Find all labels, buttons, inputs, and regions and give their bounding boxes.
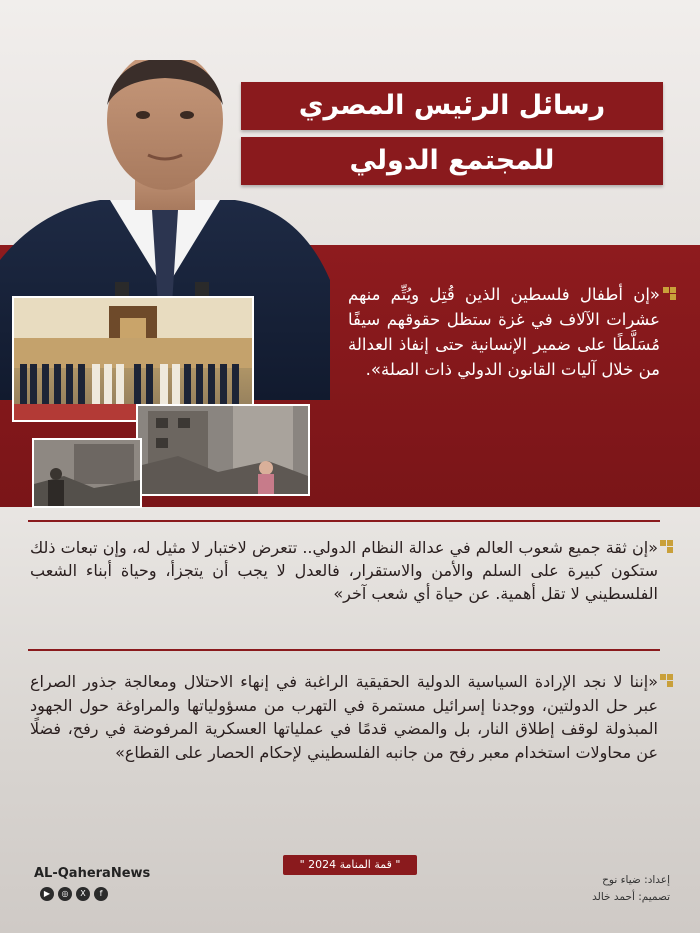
- prepared-by-credit: إعداد: ضياء نوح: [602, 874, 670, 886]
- brand-logo-text: AL-QaheraNews: [34, 866, 151, 881]
- quote-bullet-icon: [663, 287, 677, 301]
- quote-3: «إننا لا نجد الإرادة السياسية الدولية الحقيقية الراغبة في إنهاء الاحتلال ومعالجة جذور الصراع عبر حل الدولتين، ووجدنا إسرائيل مستمرة في التهرب من مسؤولياتها والمراوغة حول الجهود المبذولة لوقف إطلاق النار، بل والمضي قدمًا في عملياتها العسكرية المرفوضة في رفح، فضلًا عن محاولات استخدام معبر رفح من جانبه الفلسطيني لإحكام الحصار على القطاع»: [30, 672, 658, 762]
- quote-2: «إن ثقة جميع شعوب العالم في عدالة النظام الدولي.. تتعرض لاختبار لا مثيل له، وإن تبعات ذلك ستكون كبيرة على السلم والأمن والاستقرار، فالعدل لا يجب أن يتجزأ، وحياة أبناء الشعب الفلسطيني لا تقل أهمية. عن حياة أي شعب آخر»: [30, 538, 658, 603]
- quote-1: «إن أطفال فلسطين الذين قُتِل ويُتِّم منهم عشرات الآلاف في غزة ستظل حقوقهم سيفًا مُسَلَّطًا على ضمير الإنسانية حتى إنفاذ العدالة من خلال آليات القانون الدولي ذات الصلة».: [348, 285, 660, 379]
- social-icons: [40, 887, 108, 901]
- gaza-rubble-photo: [136, 404, 310, 496]
- quote-bullet-icon: [660, 674, 674, 688]
- facebook-icon[interactable]: f: [94, 887, 108, 901]
- title-line-2: للمجتمع الدولي: [241, 137, 663, 185]
- instagram-icon[interactable]: ◎: [58, 887, 72, 901]
- youtube-icon[interactable]: ▶: [40, 887, 54, 901]
- quote-divider: [28, 520, 660, 522]
- gaza-destruction-photo: [32, 438, 142, 508]
- title-line-1: رسائل الرئيس المصري: [241, 82, 663, 130]
- x-icon[interactable]: X: [76, 887, 90, 901]
- summit-badge: " قمة المنامة 2024 ": [283, 855, 417, 875]
- designed-by-credit: تصميم: أحمد خالد: [592, 891, 670, 903]
- quote-bullet-icon: [660, 540, 674, 554]
- quote-divider: [28, 649, 660, 651]
